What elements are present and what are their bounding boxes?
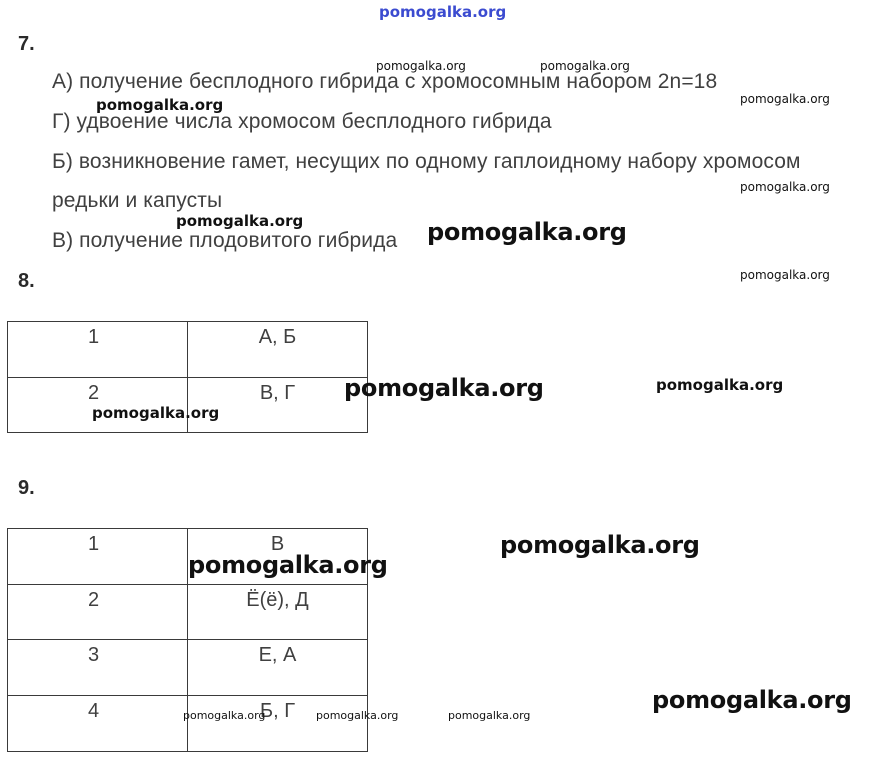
watermark: pomogalka.org	[427, 218, 627, 246]
question-8-number: 8.	[18, 270, 35, 292]
watermark: pomogalka.org	[740, 92, 830, 106]
q8-row1-value: А, Б	[188, 322, 368, 378]
table-row	[8, 322, 368, 378]
watermark: pomogalka.org	[316, 709, 399, 722]
watermark: pomogalka.org	[540, 59, 630, 73]
q9-row3-num: 3	[8, 640, 188, 696]
table-row	[8, 640, 368, 696]
watermark: pomogalka.org	[92, 404, 220, 422]
q7-line-b: Б) возникновение гамет, несущих по одному гаплоидному набору хромосом	[52, 150, 801, 173]
q9-row4-value: Б, Г	[188, 696, 368, 752]
q8-row1-num: 1	[8, 322, 188, 378]
q9-row4-num: 4	[8, 696, 188, 752]
q9-row3-value: Е, А	[188, 640, 368, 696]
q8-row2-num: 2	[8, 378, 188, 433]
watermark: pomogalka.org	[740, 268, 830, 282]
watermark: pomogalka.org	[740, 180, 830, 194]
q7-line-v: В) получение плодовитого гибрида	[52, 229, 398, 252]
watermark: pomogalka.org	[656, 376, 784, 394]
watermark: pomogalka.org	[96, 96, 224, 114]
watermark: pomogalka.org	[344, 374, 544, 402]
watermark: pomogalka.org	[176, 212, 304, 230]
watermark: pomogalka.org	[500, 531, 700, 559]
table-row	[8, 696, 368, 752]
q7-line-a: А) получение бесплодного гибрида с хромосомным набором 2n=18	[52, 70, 718, 93]
question-9-number: 9.	[18, 477, 35, 499]
q8-row2-value: В, Г	[188, 378, 368, 433]
watermark: pomogalka.org	[652, 686, 852, 714]
q7-line-g: Г) удвоение числа хромосом бесплодного гибрида	[52, 110, 552, 133]
question-7-number: 7.	[18, 33, 35, 55]
q9-row1-num: 1	[8, 529, 188, 585]
watermark: pomogalka.org	[188, 551, 388, 579]
watermark: pomogalka.org	[183, 709, 266, 722]
table-row	[8, 585, 368, 640]
site-logo-watermark: pomogalka.org	[379, 3, 507, 21]
q9-row2-value: Ё(ё), Д	[188, 585, 368, 640]
q9-row2-num: 2	[8, 585, 188, 640]
q7-line-b-cont: редьки и капусты	[52, 189, 223, 212]
q9-row1-value: В	[188, 529, 368, 585]
watermark: pomogalka.org	[448, 709, 531, 722]
watermark: pomogalka.org	[376, 59, 466, 73]
